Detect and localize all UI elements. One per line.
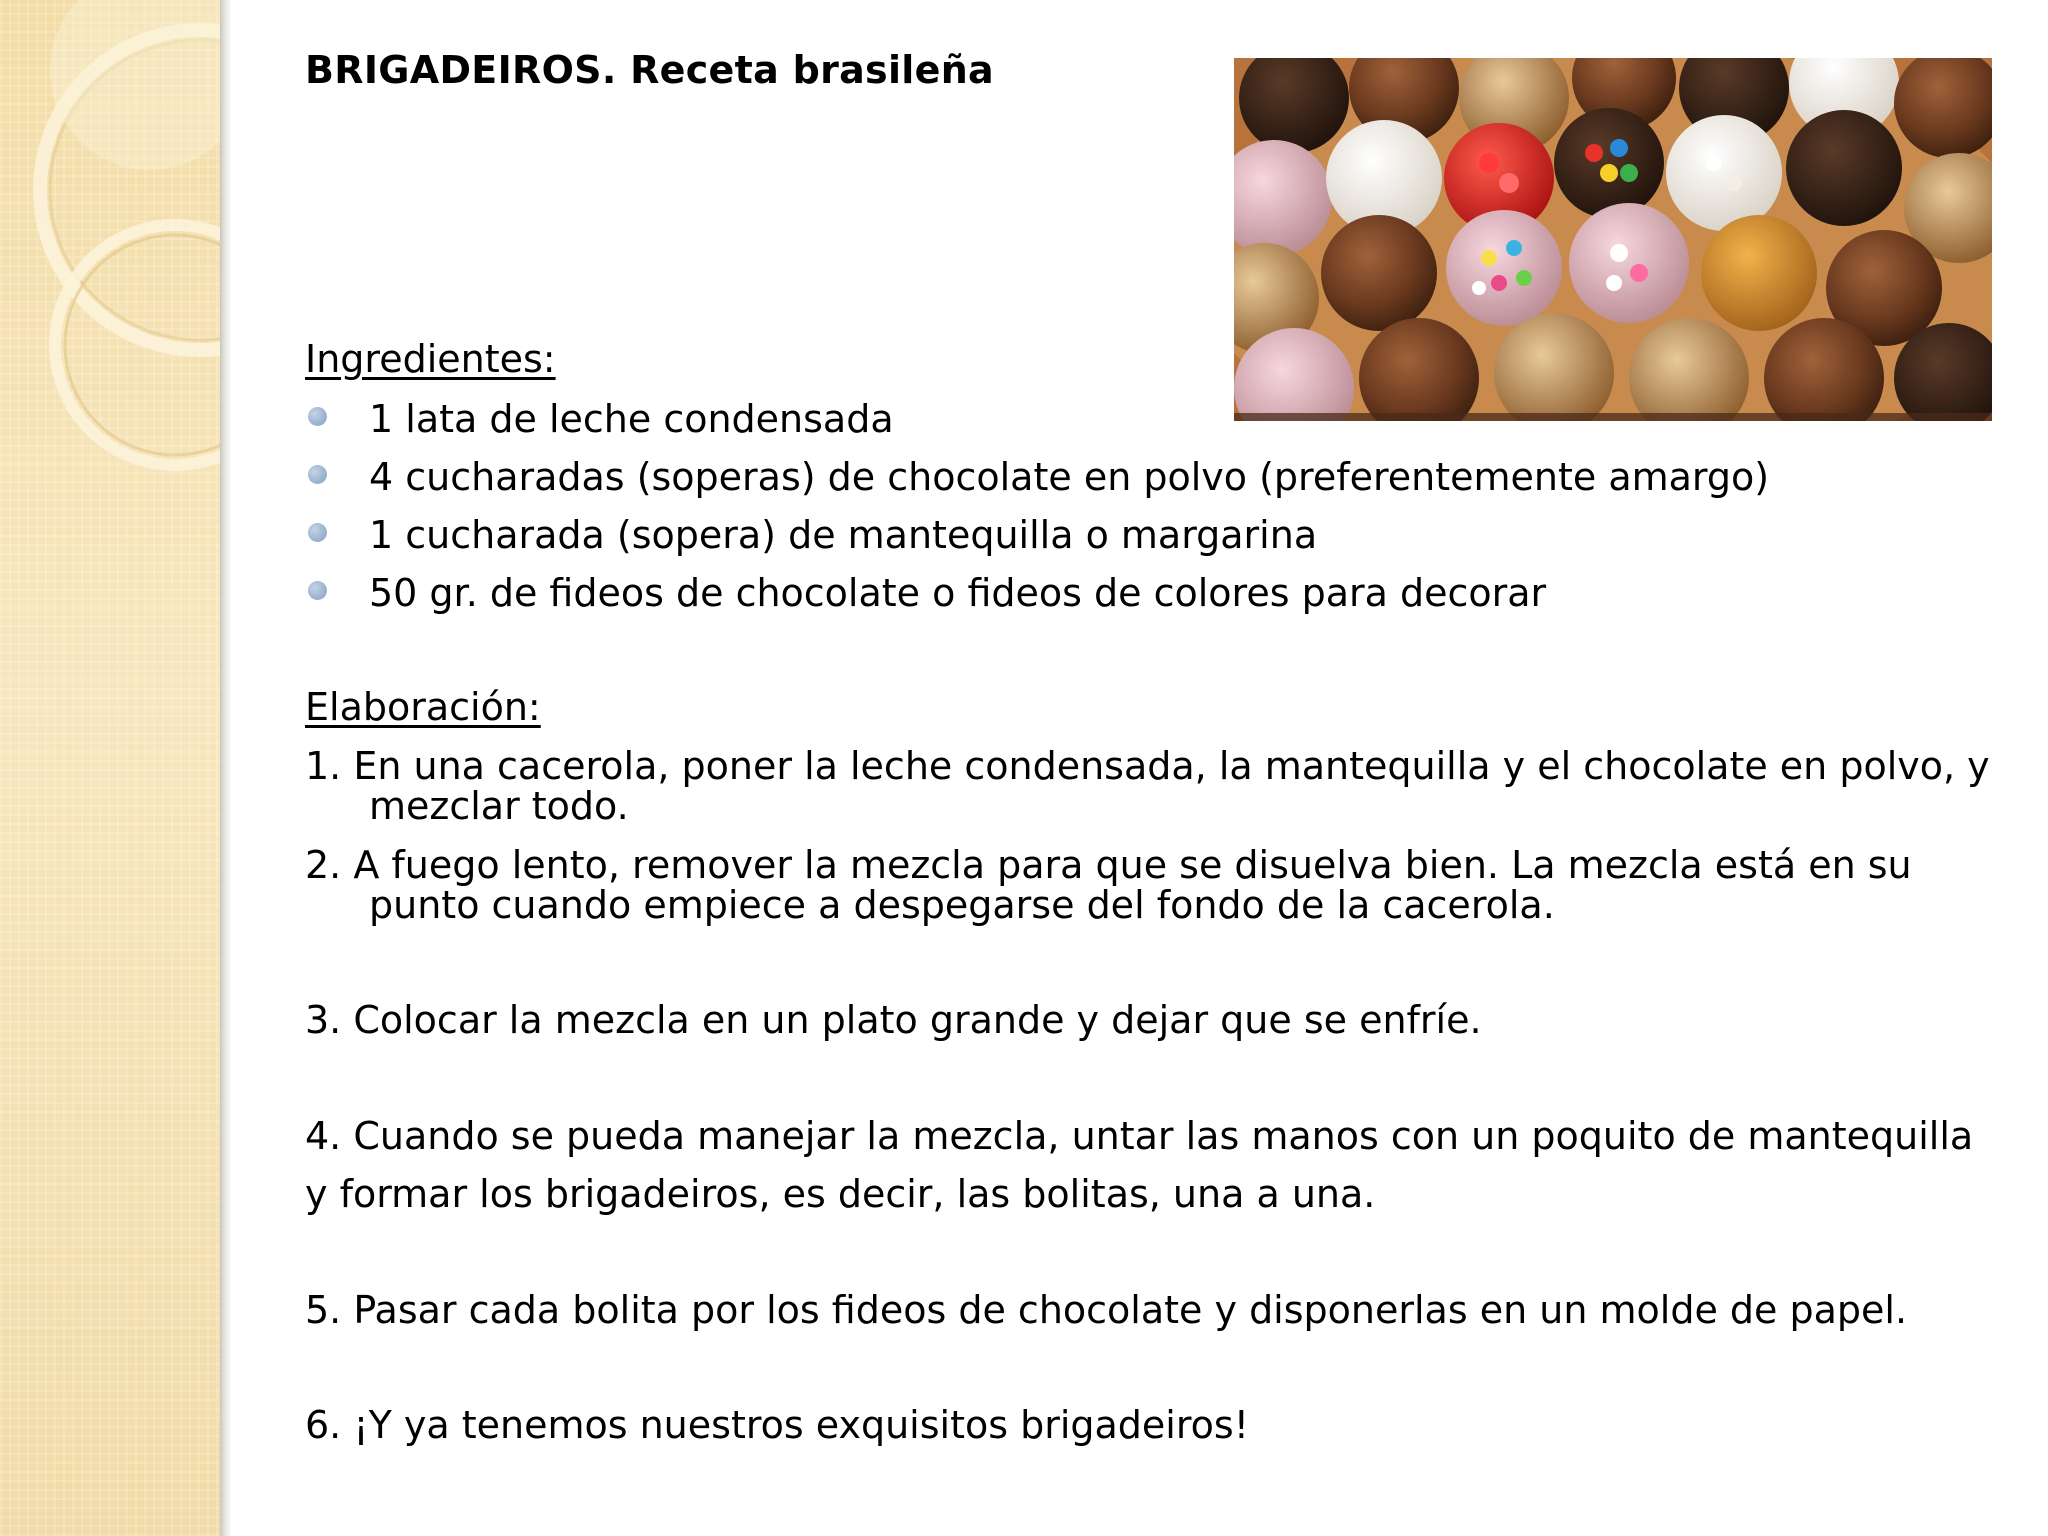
- elaboracion-heading: Elaboración:: [305, 685, 541, 729]
- ingredient-text: 50 gr. de fideos de chocolate o fideos de colores para decorar: [369, 571, 1547, 615]
- side-band-shadow: [220, 0, 232, 1536]
- list-item: [305, 566, 1769, 624]
- bullet-icon: [308, 581, 327, 600]
- step-6: 6. ¡Y ya tenemos nuestros exquisitos brigadeiros!: [305, 1403, 1249, 1447]
- page-title: BRIGADEIROS. Receta brasileña: [305, 48, 994, 92]
- bullet-icon: [308, 523, 327, 542]
- step-4-line-1: 4. Cuando se pueda manejar la mezcla, untar las manos con un poquito de mantequilla: [305, 1114, 1974, 1158]
- list-item: [305, 392, 1769, 450]
- bullet-icon: [308, 465, 327, 484]
- brigadeiros-photo: [1234, 58, 1992, 421]
- step-3: 3. Colocar la mezcla en un plato grande y dejar que se enfríe.: [305, 998, 1482, 1042]
- step-1: 1. En una cacerola, poner la leche condensada, la mantequilla y el chocolate en polvo, y mezclar todo.: [305, 744, 1990, 828]
- brigadeiros-photo-icon: [1234, 58, 1992, 421]
- step-5: 5. Pasar cada bolita por los fideos de chocolate y disponerlas en un molde de papel.: [305, 1288, 1908, 1332]
- bullet-icon: [308, 407, 327, 426]
- ingredients-list: [305, 392, 1769, 624]
- ingredient-text: 1 lata de leche condensada: [369, 397, 894, 441]
- step-4-line-2: y formar los brigadeiros, es decir, las bolitas, una a una.: [305, 1172, 1376, 1216]
- decorative-side-band: [0, 0, 226, 1536]
- ingredient-text: 1 cucharada (sopera) de mantequilla o margarina: [369, 513, 1318, 557]
- step-2: 2. A fuego lento, remover la mezcla para que se disuelva bien. La mezcla está en su punto cuando empiece a despegarse del fondo de la cacerola.: [305, 843, 1912, 927]
- ingredients-heading: Ingredientes:: [305, 337, 556, 381]
- ingredient-text: 4 cucharadas (soperas) de chocolate en polvo (preferentemente amargo): [369, 455, 1770, 499]
- list-item: [305, 450, 1769, 508]
- decorative-rings-icon: [0, 0, 226, 1536]
- list-item: [305, 508, 1769, 566]
